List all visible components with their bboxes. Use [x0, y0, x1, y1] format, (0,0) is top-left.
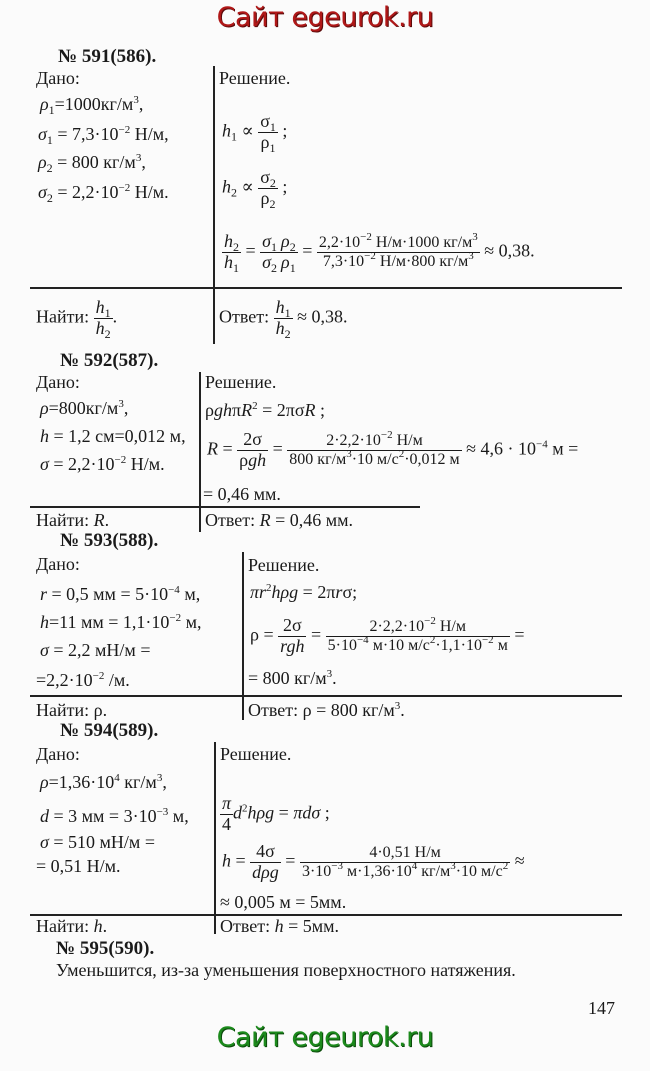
watermark-top: Сайт egeurok.ru: [216, 2, 434, 33]
find-line: Найти: R.: [36, 510, 110, 530]
solution-line: $\frac{\pi}{4}$ $d^2h\rho g = \pi d\sigma$ ;: [222, 793, 330, 834]
given-line: d = 3 мм = $3\cdot 10^{-3}$ м,: [40, 806, 189, 826]
given-line: σ = 510 мН/м =: [40, 832, 155, 852]
given-line: h=11 мм = $1,1\cdot 10^{-2}$ м,: [40, 612, 202, 632]
solution-label: Решение.: [248, 555, 320, 575]
solution-line: ≈ 0,005 м = 5мм.: [220, 892, 347, 912]
given-line: = 0,51 Н/м.: [36, 856, 121, 876]
watermark-bottom: Сайт egeurok.ru: [216, 1022, 434, 1053]
problem-594-number: № 594(589).: [60, 720, 159, 741]
divider-horizontal: [30, 506, 420, 508]
solution-line: $\frac{h_2}{h_1}$ = $\frac{\sigma_1}{\sigma_2}$ $\frac{\rho_2}{\rho_1}$ = $\frac{2,2\cdot 10^{-2} Н/м\cdot 1000 кг/м^3}{7,3\cdot 10^{-2} Н/м\cdot 800 кг/м^3}$ ≈ 0,38.: [224, 231, 535, 275]
divider-vertical: [214, 742, 216, 934]
divider-vertical: [199, 372, 201, 532]
solution-line: ρ = $\frac{2\sigma}{\text{rgh}}$ = $\frac{2\cdot 2,2\cdot 10^{-2} Н/м}{5\cdot 10^{-4} м\cdot 10 м/с^2\cdot 1,1\cdot 10^{-2} м}$ =: [250, 615, 525, 656]
given-line: $\sigma_2 = 2,2\cdot 10^{-2}$ Н/м.: [38, 182, 169, 205]
answer-line: Ответ: R = 0,46 мм.: [205, 510, 354, 530]
given-line: h = 1,2 см=0,012 м,: [40, 426, 186, 446]
given-line: $\rho=1,36\cdot 10^4$ $кг/м^3$,: [40, 772, 167, 792]
solution-line: h = $\frac{4\sigma}{\text{dρg}}$ = $\frac{4\cdot 0,51 Н/м}{3\cdot 10^{-3} м\cdot 1,36\cdot 10^4 кг/м^3\cdot 10 м/с^2}$ ≈: [222, 841, 525, 882]
divider-vertical: [213, 66, 215, 344]
answer-line: Ответ: ρ = 800 $кг/м^3$.: [248, 700, 405, 720]
problem-591-number: № 591(586).: [58, 46, 157, 67]
given-line: $=2,2\cdot 10^{-2}$ /м.: [36, 670, 130, 690]
page-number: 147: [588, 998, 615, 1018]
answer-line: Ответ: h = 5мм.: [220, 916, 340, 936]
given-line: $\rho_1=1000кг/м^3$,: [40, 94, 144, 117]
solution-line: = 800 $кг/м^3$.: [248, 668, 337, 688]
given-label: Дано:: [36, 68, 80, 88]
solution-line: = 0,46 мм.: [203, 484, 281, 504]
solution-line: ρghπR$^2$ = 2πσR ;: [205, 400, 326, 420]
solution-line: $h_2$ ∝ $\frac{\sigma_2}{\rho_2}$ ;: [222, 167, 288, 211]
solution-line: R = $\frac{2\sigma}{\text{ρgh}}$ = $\frac{2\cdot 2,2\cdot 10^{-2} Н/м}{800 кг/м^3\cdot 10 м/с^2\cdot 0,012 м}$ ≈ $4,6 \cdot 10^{-4}$ м =: [207, 429, 579, 470]
given-line: σ = 2,2 мН/м =: [40, 640, 151, 660]
find-line: Найти: h.: [36, 916, 108, 936]
solution-line: $h_1$ ∝ $\frac{\sigma_1}{\rho_1}$ ;: [222, 111, 288, 155]
given-label: Дано:: [36, 554, 80, 574]
problem-595-number: № 595(590).: [56, 938, 155, 959]
given-label: Дано:: [36, 744, 80, 764]
given-label: Дано:: [36, 372, 80, 392]
given-line: $\sigma = 2,2\cdot 10^{-2}$ Н/м.: [40, 454, 165, 474]
find-line: Найти: ρ.: [36, 700, 108, 720]
divider-horizontal: [30, 695, 622, 697]
solution-line: $\pi r^2h\rho g = 2\pi r\sigma$;: [250, 582, 358, 602]
solution-label: Решение.: [205, 372, 277, 392]
given-line: r = 0,5 мм = $5\cdot 10^{-4}$ м,: [40, 584, 201, 604]
find-line: Найти: $\frac{h_1}{h_2}$ .: [36, 297, 118, 341]
divider-horizontal: [30, 287, 622, 289]
solution-label: Решение.: [220, 744, 292, 764]
problem-595-text: Уменьшится, из-за уменьшения поверхностного натяжения.: [56, 960, 516, 980]
problem-592-number: № 592(587).: [60, 350, 159, 371]
answer-line: Ответ: $\frac{h_1}{h_2}$ ≈ 0,38.: [219, 297, 348, 341]
solution-label: Решение.: [219, 68, 291, 88]
given-line: $\rho_2 = 800$ $кг/м^3$,: [38, 152, 146, 175]
problem-593-number: № 593(588).: [60, 530, 159, 551]
given-line: $\sigma_1 = 7,3\cdot 10^{-2}$ Н/м,: [38, 124, 169, 147]
given-line: $\rho=800кг/м^3$,: [40, 398, 129, 418]
